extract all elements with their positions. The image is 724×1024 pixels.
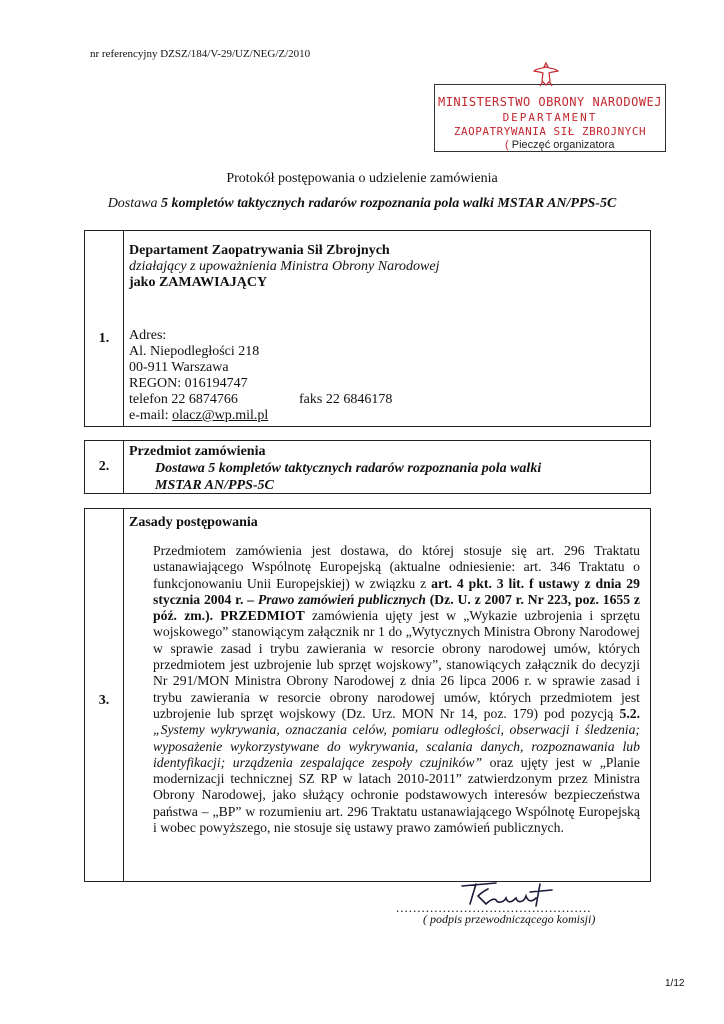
address-label: Adres: — [129, 328, 167, 343]
section-number: 3. — [98, 693, 110, 708]
section-number: 1. — [98, 331, 110, 346]
regon-number: REGON: 016194747 — [129, 376, 248, 391]
reference-number: nr referencyjny DZSZ/184/V-29/UZ/NEG/Z/2010 — [90, 48, 311, 60]
email-label: e-mail: — [129, 408, 173, 423]
section-number: 2. — [98, 459, 110, 474]
subject-line-1: Dostawa 5 kompletów taktycznych radarów rozpoznania pola walki — [155, 461, 542, 476]
section-1-ordering-party — [84, 230, 651, 427]
document-subject: Dostawa 5 kompletów taktycznych radarów rozpoznania pola walki MSTAR AN/PPS-5C — [107, 196, 617, 211]
ordering-party-name: Departament Zaopatrywania Sił Zbrojnych — [129, 243, 390, 258]
organizer-stamp — [434, 84, 666, 152]
ordering-party-authority: działający z upoważnienia Ministra Obrony Narodowej — [129, 259, 440, 274]
stamp-department: DEPARTAMENT — [502, 111, 598, 124]
page-number: 1/12 — [665, 978, 685, 989]
stamp-unit: ZAOPATRYWANIA SIŁ ZBROJNYCH — [453, 125, 647, 138]
signature-line: .............................................. — [396, 900, 592, 915]
email-link[interactable]: olacz@wp.mil.pl — [172, 408, 269, 423]
ordering-party-header — [129, 243, 642, 291]
section-number-column — [85, 441, 124, 493]
address-street: Al. Niepodległości 218 — [129, 344, 260, 359]
address-city: 00-911 Warszawa — [129, 360, 229, 375]
stamp-caption: ( Pieczęć organizatora — [505, 139, 615, 151]
section-3-procedure-rules — [84, 508, 651, 882]
procedure-heading: Zasady postępowania — [129, 515, 258, 530]
subject-line-2: MSTAR AN/PPS-5C — [155, 478, 274, 493]
document-title: Protokół postępowania o udzielenie zamówienia — [226, 171, 498, 186]
stamp-ministry: MINISTERSTWO OBRONY NARODOWEJ — [437, 95, 662, 109]
email-line — [129, 408, 642, 424]
subject-content — [129, 443, 642, 494]
phone-fax-line — [129, 392, 642, 408]
section-number-column — [85, 509, 124, 881]
ordering-party-address — [129, 328, 642, 424]
section-number-column — [85, 231, 124, 426]
section-2-subject — [84, 440, 651, 494]
subject-heading: Przedmiot zamówienia — [129, 444, 266, 459]
ordering-party-role: jako ZAMAWIAJĄCY — [129, 275, 268, 290]
fax-number: faks 22 6846178 — [299, 392, 393, 407]
signature-caption: ( podpis przewodniczącego komisji) — [423, 912, 596, 926]
phone-number: telefon 22 6874766 — [129, 392, 238, 407]
procedure-paragraph: Przedmiotem zamówienia jest dostawa, do której stosuje się art. 296 Traktatu ustanawiającego Wspólnotę Europejską (aktualne odniesienie: art. 346 Traktatu o funkcjonowaniu Unii Europejskiej) w związku z art. 4 pkt. 3 lit. f ustawy z dnia 29 stycznia 2004 r. – Prawo zamówień publicznych (Dz. U. z 2007 r. Nr 223, poz. 1655 z póź. zm.). PRZEDMIOT zamówienia ujęty jest w „Wykazie uzbrojenia i sprzętu wojskowego” stanowiącym załącznik nr 1 do „Wytycznych Ministra Obrony Narodowej w sprawie zasad i trybu zawierania w resorcie obrony narodowej umów, których przedmiotem jest uzbrojenie lub sprzęt wojskowy”, stanowiących załącznik do decyzji Nr 291/MON Ministra Obrony Narodowej z dnia 26 lipca 2006 r. w sprawie zasad i trybu zawierania w resorcie obrony narodowej umów, których przedmiotem jest uzbrojenie lub sprzęt wojskowy (Dz. Urz. MON Nr 14, poz. 179) pod pozycją 5.2. „Systemy wykrywania, oznaczania celów, pomiaru odległości, obserwacji i śledzenia; wyposażenie wykorzystywane do wykrywania, scalania danych, rozpoznawania lub identyfikacji; urządzenia zespalające zespoły czujników” oraz ujęty jest w „Planie modernizacji technicznej SZ RP w latach 2010-2011” zatwierdzonym przez Ministra Obrony Narodowej, jako służący ochronie podstawowych interesów bezpieczeństwa państwa – „BP” w rozumieniu art. 296 Traktatu ustanawiającego Wspólnotę Europejską i wobec powyższego, nie stosuje się ustawy prawo zamówień publicznych. — [153, 543, 640, 836]
eagle-emblem-icon — [531, 59, 561, 89]
